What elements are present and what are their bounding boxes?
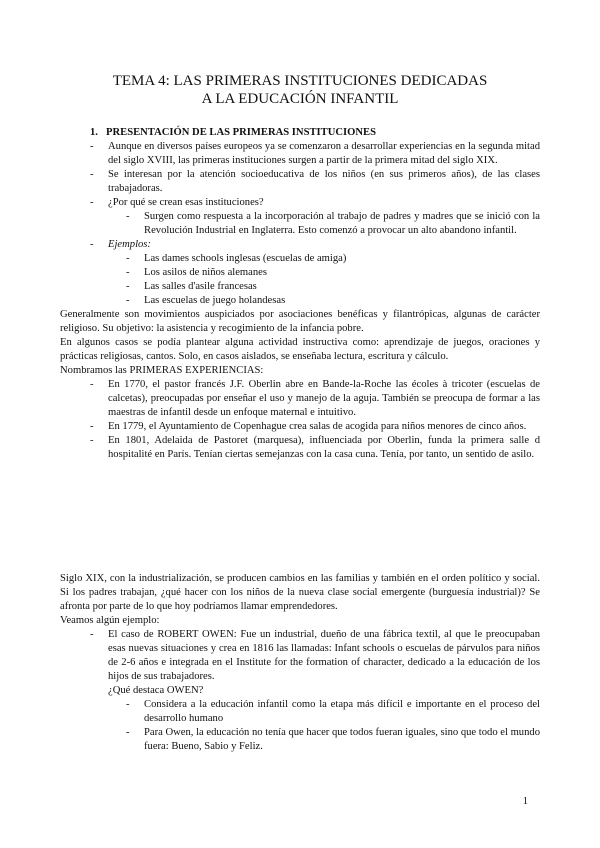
- experience-text: En 1779, el Ayuntamiento de Copenhague crea salas de acogida para niños menores de cinco años.: [108, 421, 527, 432]
- page-title-line1: TEMA 4: LAS PRIMERAS INSTITUCIONES DEDICADAS: [112, 73, 488, 89]
- dash-bullet: -: [126, 295, 130, 306]
- example-text: Las escuelas de juego holandesas: [144, 295, 286, 306]
- owen-question: ¿Qué destaca OWEN?: [108, 685, 204, 696]
- owen-point: [60, 698, 540, 726]
- examples-label: Ejemplos:: [108, 239, 151, 250]
- example-item: [60, 294, 540, 308]
- dash-bullet: -: [126, 267, 130, 278]
- sub-list-item: [60, 210, 540, 238]
- owen-point: [60, 726, 540, 754]
- list-item-text: ¿Por qué se crean esas instituciones?: [108, 197, 264, 208]
- dash-bullet: -: [90, 239, 94, 250]
- dash-bullet: -: [90, 169, 94, 180]
- paragraph: Generalmente son movimientos auspiciados por asociaciones benéficas y filantrópicas, algunas de carácter religioso. Su objetivo: la asistencia y recogimiento de la infancia pobre.: [60, 309, 540, 334]
- dash-bullet: -: [126, 699, 130, 710]
- dash-bullet: -: [90, 421, 94, 432]
- dash-bullet: -: [126, 211, 130, 222]
- page-number: 1: [522, 796, 528, 807]
- dash-bullet: -: [90, 435, 94, 446]
- paragraph: Veamos algún ejemplo:: [60, 615, 160, 626]
- page-title-line2: A LA EDUCACIÓN INFANTIL: [201, 91, 399, 107]
- list-item: [60, 168, 540, 196]
- list-item-text: Surgen como respuesta a la incorporación al trabajo de padres y madres que se inició con la Revolución Industrial en Inglaterra. Esto comenzó a provocar un alto abandono infantil.: [144, 211, 540, 236]
- dash-bullet: -: [90, 197, 94, 208]
- owen-text: El caso de ROBERT OWEN: Fue un industrial, dueño de una fábrica textil, al que le preocupaban esas nuevas situaciones y crea en 1816 las llamadas: Infant schools o escuelas de párvulos para niños de 2-6 años e integrada en el Institute for the formation of character, dedicado a la educación de los hijos de sus trabajadores.: [108, 629, 540, 682]
- paragraph: Siglo XIX, con la industrialización, se producen cambios en las familias y también en el orden político y social. Si los padres trabajan, ¿qué hacer con los niños de la nueva clase social emergente (burguesía industrial)? Se afronta por parte de lo que hoy podríamos llamar emprendedores.: [60, 573, 540, 612]
- example-text: Los asilos de niños alemanes: [144, 267, 267, 278]
- experience-text: En 1801, Adelaida de Pastoret (marquesa), influenciada por Oberlin, funda la primera salle d hospitalité en París. Tenían ciertas semejanzas con la casa cuna. Tenía, por tanto, un sentido de asilo.: [108, 435, 540, 460]
- section-number: 1.: [90, 127, 98, 138]
- section1-body: [60, 140, 540, 462]
- dash-bullet: -: [90, 141, 94, 152]
- experience-item: [60, 434, 540, 462]
- list-item: [60, 196, 540, 210]
- owen-point-text: Considera a la educación infantil como la etapa más difícil e importante en el proceso del desarrollo humano: [144, 699, 540, 724]
- owen-item: [60, 628, 540, 698]
- example-item: [60, 252, 540, 266]
- experience-text: En 1770, el pastor francés J.F. Oberlin abre en Bande-la-Roche las écoles à tricoter (escuelas de calcetas), preocupadas por enseñar el uso y manejo de la aguja. También se preocupa de formar a las maestras de infantil desde un enfoque maternal e intuitivo.: [108, 379, 540, 418]
- section-heading-text: PRESENTACIÓN DE LAS PRIMERAS INSTITUCIONES: [106, 127, 377, 138]
- experience-item: [60, 420, 540, 434]
- dash-bullet: -: [90, 629, 94, 640]
- owen-point-text: Para Owen, la educación no tenía que hacer que todos fueran iguales, sino que todo el mundo fuera: Bueno, Sabio y Feliz.: [144, 727, 540, 752]
- list-item: [60, 238, 540, 252]
- example-text: Las dames schools inglesas (escuelas de amiga): [144, 253, 347, 264]
- dash-bullet: -: [126, 281, 130, 292]
- dash-bullet: -: [126, 727, 130, 738]
- dash-bullet: -: [126, 253, 130, 264]
- section2-body: [60, 572, 540, 754]
- example-item: [60, 266, 540, 280]
- dash-bullet: -: [90, 379, 94, 390]
- list-item: [60, 140, 540, 168]
- paragraph: En algunos casos se podía plantear alguna actividad instructiva como: aprendizaje de juegos, oraciones y prácticas religiosas, cantos. Solo, en casos aislados, se enseñaba lectura, escritura y cálculo.: [60, 337, 540, 362]
- example-text: Las salles d'asile francesas: [144, 281, 257, 292]
- example-item: [60, 280, 540, 294]
- experience-item: [60, 378, 540, 420]
- list-item-text: Se interesan por la atención socioeducativa de los niños (en sus primeros años), de las clases trabajadoras.: [108, 169, 540, 194]
- paragraph: Nombramos las PRIMERAS EXPERIENCIAS:: [60, 365, 264, 376]
- list-item-text: Aunque en diversos países europeos ya se comenzaron a desarrollar experiencias en la segunda mitad del siglo XVIII, las primeras instituciones surgen a partir de la primera mitad del siglo XIX.: [108, 141, 540, 166]
